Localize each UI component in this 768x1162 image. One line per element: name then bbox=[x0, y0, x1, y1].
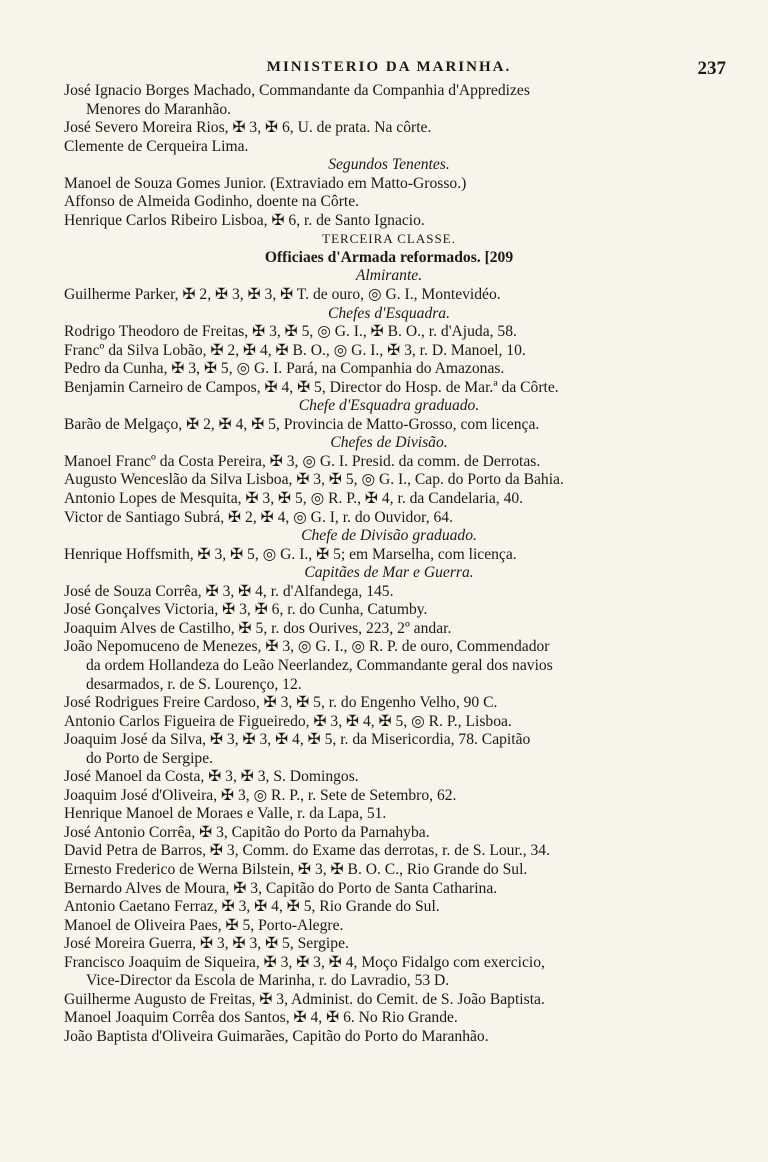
text-line: José Gonçalves Victoria, ✠ 3, ✠ 6, r. do Cunha, Catumby. bbox=[64, 601, 428, 619]
text-line: Guilherme Augusto de Freitas, ✠ 3, Administ. do Cemit. de S. João Baptista. bbox=[64, 990, 545, 1008]
section-heading: Chefes d'Esquadra. bbox=[327, 304, 451, 322]
text-body bbox=[64, 82, 714, 1046]
text-line: Joaquim José d'Oliveira, ✠ 3, ◎ R. P., r. Sete de Setembro, 62. bbox=[64, 786, 457, 804]
text-line: Antonio Carlos Figueira de Figueiredo, ✠ 3, ✠ 4, ✠ 5, ◎ R. P., Lisboa. bbox=[64, 712, 512, 730]
section-heading: Chefe d'Esquadra graduado. bbox=[298, 397, 480, 415]
text-line: Henrique Hoffsmith, ✠ 3, ✠ 5, ◎ G. I., ✠ 5; em Marselha, com licença. bbox=[64, 545, 517, 563]
text-line: Manoel Francº da Costa Pereira, ✠ 3, ◎ G. I. Presid. da comm. de Derrotas. bbox=[64, 452, 541, 470]
text-line: Ernesto Frederico de Werna Bilstein, ✠ 3, ✠ B. O. C., Rio Grande do Sul. bbox=[64, 860, 528, 878]
section-heading: Almirante. bbox=[355, 267, 423, 285]
text-line: David Petra de Barros, ✠ 3, Comm. do Exame das derrotas, r. de S. Lour., 34. bbox=[64, 842, 550, 860]
text-line: Francº da Silva Lobão, ✠ 2, ✠ 4, ✠ B. O., ◎ G. I., ✠ 3, r. D. Manoel, 10. bbox=[64, 341, 526, 359]
text-line: Manoel de Souza Gomes Junior. (Extraviado em Matto-Grosso.) bbox=[64, 174, 467, 192]
text-line: Francisco Joaquim de Siqueira, ✠ 3, ✠ 3, ✠ 4, Moço Fidalgo com exercicio, bbox=[64, 953, 545, 971]
text-line: Antonio Caetano Ferraz, ✠ 3, ✠ 4, ✠ 5, Rio Grande do Sul. bbox=[64, 898, 440, 916]
text-line: Menores do Maranhão. bbox=[86, 100, 232, 118]
document-page bbox=[64, 58, 726, 1046]
class-heading: Officiaes d'Armada reformados. [209 bbox=[264, 248, 514, 266]
text-line: Guilherme Parker, ✠ 2, ✠ 3, ✠ 3, ✠ T. de ouro, ◎ G. I., Montevidéo. bbox=[64, 286, 501, 304]
text-line: José Rodrigues Freire Cardoso, ✠ 3, ✠ 5, r. do Engenho Velho, 90 C. bbox=[64, 694, 498, 712]
text-line: José Ignacio Borges Machado, Commandante da Companhia d'Appredizes bbox=[64, 82, 530, 99]
running-header-title: MINISTERIO DA MARINHA. bbox=[266, 59, 512, 75]
text-line: Antonio Lopes de Mesquita, ✠ 3, ✠ 5, ◎ R. P., ✠ 4, r. da Candelaria, 40. bbox=[64, 490, 524, 508]
text-line: Manoel Joaquim Corrêa dos Santos, ✠ 4, ✠ 6. No Rio Grande. bbox=[64, 1009, 458, 1027]
text-line: José Antonio Corrêa, ✠ 3, Capitão do Porto da Parnahyba. bbox=[64, 823, 430, 841]
text-line: Victor de Santiago Subrá, ✠ 2, ✠ 4, ◎ G. I, r. do Ouvidor, 64. bbox=[64, 508, 453, 526]
text-line: João Baptista d'Oliveira Guimarães, Capitão do Porto do Maranhão. bbox=[64, 1027, 489, 1045]
section-heading: Capitães de Mar e Guerra. bbox=[304, 564, 474, 582]
text-line: Bernardo Alves de Moura, ✠ 3, Capitão do Porto de Santa Catharina. bbox=[64, 879, 498, 897]
text-line: João Nepomuceno de Menezes, ✠ 3, ◎ G. I., ◎ R. P. de ouro, Commendador bbox=[64, 638, 550, 656]
text-line: Benjamin Carneiro de Campos, ✠ 4, ✠ 5, Director do Hosp. de Mar.ª da Côrte. bbox=[64, 378, 559, 396]
text-line: Clemente de Cerqueira Lima. bbox=[64, 137, 249, 155]
section-heading: Segundos Tenentes. bbox=[328, 156, 450, 174]
running-header bbox=[64, 58, 726, 82]
text-line: Joaquim José da Silva, ✠ 3, ✠ 3, ✠ 4, ✠ 5, r. da Misericordia, 78. Capitão bbox=[64, 731, 531, 749]
text-line: José Moreira Guerra, ✠ 3, ✠ 3, ✠ 5, Sergipe. bbox=[64, 935, 349, 953]
text-line: da ordem Hollandeza do Leão Neerlandez, Commandante geral dos navios bbox=[86, 656, 553, 674]
class-heading: TERCEIRA CLASSE. bbox=[322, 231, 456, 247]
text-line: Manoel de Oliveira Paes, ✠ 5, Porto-Alegre. bbox=[64, 916, 344, 934]
text-line: José de Souza Corrêa, ✠ 3, ✠ 4, r. d'Alfandega, 145. bbox=[64, 582, 394, 600]
section-heading: Chefe de Divisão graduado. bbox=[301, 527, 477, 545]
text-line: Barão de Melgaço, ✠ 2, ✠ 4, ✠ 5, Provincia de Matto-Grosso, com licença. bbox=[64, 415, 540, 433]
text-line: Henrique Carlos Ribeiro Lisboa, ✠ 6, r. de Santo Ignacio. bbox=[64, 211, 425, 229]
text-line: Pedro da Cunha, ✠ 3, ✠ 5, ◎ G. I. Pará, na Companhia do Amazonas. bbox=[64, 360, 505, 378]
text-line: Henrique Manoel de Moraes e Valle, r. da Lapa, 51. bbox=[64, 805, 387, 823]
text-line: Affonso de Almeida Godinho, doente na Côrte. bbox=[64, 193, 360, 211]
section-heading: Chefes de Divisão. bbox=[330, 434, 448, 452]
text-line: Rodrigo Theodoro de Freitas, ✠ 3, ✠ 5, ◎ G. I., ✠ B. O., r. d'Ajuda, 58. bbox=[64, 323, 517, 341]
text-line: Vice-Director da Escola de Marinha, r. do Lavradio, 53 D. bbox=[86, 972, 450, 990]
text-line: Augusto Wenceslão da Silva Lisboa, ✠ 3, ✠ 5, ◎ G. I., Cap. do Porto da Bahia. bbox=[64, 471, 564, 489]
text-line: José Severo Moreira Rios, ✠ 3, ✠ 6, U. de prata. Na côrte. bbox=[64, 119, 432, 137]
page-number: 237 bbox=[697, 58, 726, 79]
text-line: do Porto de Sergipe. bbox=[86, 749, 214, 767]
text-line: José Manoel da Costa, ✠ 3, ✠ 3, S. Domingos. bbox=[64, 768, 359, 786]
text-line: desarmados, r. de S. Lourenço, 12. bbox=[86, 675, 302, 693]
text-line: Joaquim Alves de Castilho, ✠ 5, r. dos Ourives, 223, 2º andar. bbox=[64, 619, 452, 637]
